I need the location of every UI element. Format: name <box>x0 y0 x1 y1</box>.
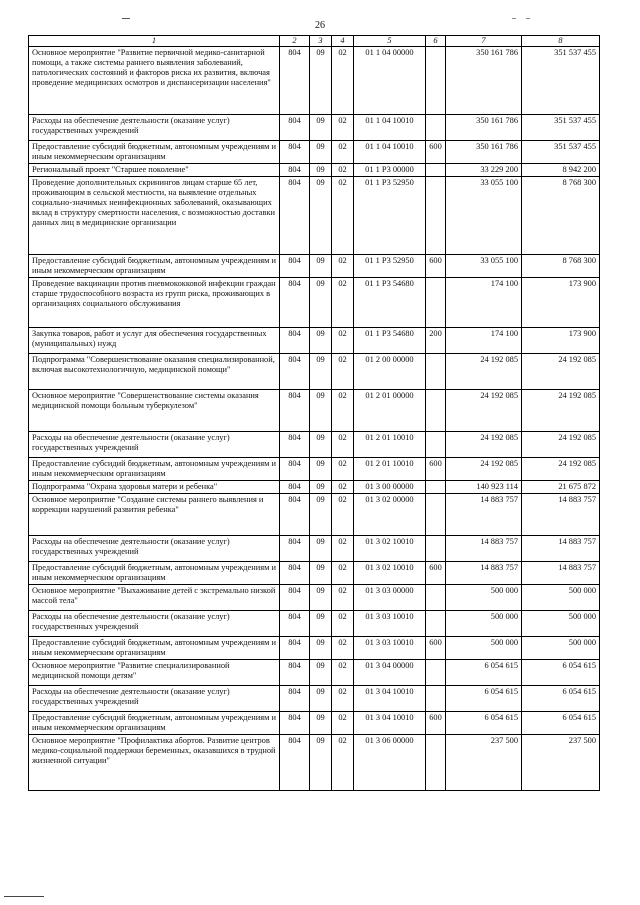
table-row <box>29 611 600 637</box>
scan-mark <box>122 18 130 19</box>
section-code: 09 <box>310 177 332 255</box>
expense-type-code <box>426 390 446 432</box>
subsection-code: 02 <box>332 47 354 115</box>
subsection-code: 02 <box>332 354 354 390</box>
amount-year-2: 6 054 615 <box>522 712 600 735</box>
target-article-code: 01 3 06 00000 <box>354 735 426 791</box>
section-code: 09 <box>310 712 332 735</box>
amount-year-1: 6 054 615 <box>446 660 522 686</box>
target-article-code: 01 1 P3 54680 <box>354 328 426 354</box>
row-name: Основное мероприятие "Профилактика абортов. Развитие центров медико-социальной поддержки беременных, оказавшихся в трудной жизненной ситуации" <box>29 735 280 791</box>
amount-year-1: 500 000 <box>446 611 522 637</box>
ministry-code: 804 <box>280 585 310 611</box>
subsection-code: 02 <box>332 177 354 255</box>
subsection-code: 02 <box>332 164 354 177</box>
amount-year-1: 174 100 <box>446 278 522 328</box>
row-name: Основное мероприятие "Развитие специализированной медицинской помощи детям" <box>29 660 280 686</box>
scan-mark <box>4 896 44 897</box>
amount-year-2: 173 900 <box>522 278 600 328</box>
amount-year-1: 33 229 200 <box>446 164 522 177</box>
section-code: 09 <box>310 328 332 354</box>
target-article-code: 01 3 03 00000 <box>354 585 426 611</box>
ministry-code: 804 <box>280 458 310 481</box>
row-name: Расходы на обеспечение деятельности (оказание услуг) государственных учреждений <box>29 686 280 712</box>
target-article-code: 01 1 04 10010 <box>354 141 426 164</box>
table-row <box>29 735 600 791</box>
ministry-code: 804 <box>280 562 310 585</box>
table-row <box>29 637 600 660</box>
amount-year-2: 8 768 300 <box>522 177 600 255</box>
budget-table <box>28 35 600 791</box>
column-number-row <box>29 36 600 47</box>
amount-year-2: 500 000 <box>522 611 600 637</box>
table-row <box>29 494 600 536</box>
table-row <box>29 115 600 141</box>
column-header: 6 <box>426 36 446 47</box>
amount-year-2: 24 192 085 <box>522 354 600 390</box>
ministry-code: 804 <box>280 712 310 735</box>
target-article-code: 01 2 01 10010 <box>354 458 426 481</box>
table-row <box>29 255 600 278</box>
ministry-code: 804 <box>280 255 310 278</box>
section-code: 09 <box>310 637 332 660</box>
expense-type-code <box>426 611 446 637</box>
row-name: Расходы на обеспечение деятельности (оказание услуг) государственных учреждений <box>29 611 280 637</box>
ministry-code: 804 <box>280 278 310 328</box>
section-code: 09 <box>310 585 332 611</box>
amount-year-1: 24 192 085 <box>446 432 522 458</box>
subsection-code: 02 <box>332 536 354 562</box>
subsection-code: 02 <box>332 278 354 328</box>
subsection-code: 02 <box>332 686 354 712</box>
amount-year-1: 14 883 757 <box>446 562 522 585</box>
table-row <box>29 585 600 611</box>
expense-type-code <box>426 481 446 494</box>
table-row <box>29 562 600 585</box>
expense-type-code <box>426 278 446 328</box>
target-article-code: 01 1 P3 52950 <box>354 177 426 255</box>
expense-type-code <box>426 660 446 686</box>
amount-year-1: 14 883 757 <box>446 536 522 562</box>
expense-type-code: 600 <box>426 458 446 481</box>
ministry-code: 804 <box>280 390 310 432</box>
subsection-code: 02 <box>332 637 354 660</box>
expense-type-code <box>426 354 446 390</box>
ministry-code: 804 <box>280 47 310 115</box>
ministry-code: 804 <box>280 141 310 164</box>
ministry-code: 804 <box>280 177 310 255</box>
subsection-code: 02 <box>332 255 354 278</box>
amount-year-1: 14 883 757 <box>446 494 522 536</box>
subsection-code: 02 <box>332 735 354 791</box>
expense-type-code <box>426 686 446 712</box>
amount-year-2: 237 500 <box>522 735 600 791</box>
row-name: Расходы на обеспечение деятельности (оказание услуг) государственных учреждений <box>29 536 280 562</box>
section-code: 09 <box>310 390 332 432</box>
section-code: 09 <box>310 611 332 637</box>
expense-type-code <box>426 494 446 536</box>
amount-year-2: 173 900 <box>522 328 600 354</box>
subsection-code: 02 <box>332 660 354 686</box>
expense-type-code <box>426 432 446 458</box>
row-name: Предоставление субсидий бюджетным, автономным учреждениям и иным некоммерческим организациям <box>29 562 280 585</box>
row-name: Закупка товаров, работ и услуг для обеспечения государственных (муниципальных) нужд <box>29 328 280 354</box>
ministry-code: 804 <box>280 494 310 536</box>
ministry-code: 804 <box>280 660 310 686</box>
amount-year-2: 6 054 615 <box>522 660 600 686</box>
table-row <box>29 712 600 735</box>
amount-year-2: 500 000 <box>522 637 600 660</box>
subsection-code: 02 <box>332 390 354 432</box>
row-name: Региональный проект "Старшее поколение" <box>29 164 280 177</box>
section-code: 09 <box>310 686 332 712</box>
table-row <box>29 164 600 177</box>
expense-type-code: 600 <box>426 141 446 164</box>
target-article-code: 01 3 04 10010 <box>354 686 426 712</box>
amount-year-1: 140 923 114 <box>446 481 522 494</box>
section-code: 09 <box>310 458 332 481</box>
row-name: Предоставление субсидий бюджетным, автономным учреждениям и иным некоммерческим организациям <box>29 255 280 278</box>
column-header: 1 <box>29 36 280 47</box>
row-name: Предоставление субсидий бюджетным, автономным учреждениям и иным некоммерческим организациям <box>29 712 280 735</box>
target-article-code: 01 3 04 10010 <box>354 712 426 735</box>
expense-type-code <box>426 585 446 611</box>
ministry-code: 804 <box>280 735 310 791</box>
section-code: 09 <box>310 164 332 177</box>
amount-year-2: 351 537 455 <box>522 47 600 115</box>
target-article-code: 01 3 02 00000 <box>354 494 426 536</box>
amount-year-1: 24 192 085 <box>446 354 522 390</box>
amount-year-2: 14 883 757 <box>522 494 600 536</box>
page-number: 26 <box>315 20 325 31</box>
amount-year-2: 351 537 455 <box>522 141 600 164</box>
amount-year-2: 24 192 085 <box>522 458 600 481</box>
ministry-code: 804 <box>280 354 310 390</box>
row-name: Предоставление субсидий бюджетным, автономным учреждениям и иным некоммерческим организациям <box>29 141 280 164</box>
column-header: 4 <box>332 36 354 47</box>
budget-table-body <box>29 47 600 791</box>
section-code: 09 <box>310 278 332 328</box>
row-name: Подпрограмма "Охрана здоровья матери и ребенка" <box>29 481 280 494</box>
section-code: 09 <box>310 115 332 141</box>
row-name: Основное мероприятие "Развитие первичной медико-санитарной помощи, а также системы раннего выявления заболеваний, патологических состояний и факторов риска их развития, включая проведение медицинских осмотров и диспансеризации населения" <box>29 47 280 115</box>
subsection-code: 02 <box>332 481 354 494</box>
amount-year-2: 8 942 200 <box>522 164 600 177</box>
scan-mark <box>526 18 530 19</box>
table-row <box>29 481 600 494</box>
amount-year-1: 6 054 615 <box>446 712 522 735</box>
target-article-code: 01 3 02 10010 <box>354 536 426 562</box>
amount-year-2: 14 883 757 <box>522 536 600 562</box>
amount-year-1: 350 161 786 <box>446 115 522 141</box>
amount-year-2: 24 192 085 <box>522 390 600 432</box>
expense-type-code: 600 <box>426 712 446 735</box>
expense-type-code <box>426 47 446 115</box>
column-header: 5 <box>354 36 426 47</box>
amount-year-1: 350 161 786 <box>446 141 522 164</box>
amount-year-2: 500 000 <box>522 585 600 611</box>
target-article-code: 01 1 P3 52950 <box>354 255 426 278</box>
table-row <box>29 432 600 458</box>
amount-year-1: 24 192 085 <box>446 390 522 432</box>
column-header: 8 <box>522 36 600 47</box>
subsection-code: 02 <box>332 458 354 481</box>
expense-type-code <box>426 735 446 791</box>
section-code: 09 <box>310 536 332 562</box>
ministry-code: 804 <box>280 637 310 660</box>
row-name: Основное мероприятие "Выхаживание детей с экстремально низкой массой тела" <box>29 585 280 611</box>
ministry-code: 804 <box>280 328 310 354</box>
ministry-code: 804 <box>280 432 310 458</box>
expense-type-code <box>426 536 446 562</box>
target-article-code: 01 3 03 10010 <box>354 611 426 637</box>
expense-type-code <box>426 177 446 255</box>
section-code: 09 <box>310 255 332 278</box>
section-code: 09 <box>310 562 332 585</box>
subsection-code: 02 <box>332 562 354 585</box>
row-name: Предоставление субсидий бюджетным, автономным учреждениям и иным некоммерческим организациям <box>29 637 280 660</box>
expense-type-code <box>426 115 446 141</box>
target-article-code: 01 3 00 00000 <box>354 481 426 494</box>
column-header: 3 <box>310 36 332 47</box>
amount-year-1: 33 055 100 <box>446 255 522 278</box>
target-article-code: 01 2 01 00000 <box>354 390 426 432</box>
target-article-code: 01 1 04 10010 <box>354 115 426 141</box>
section-code: 09 <box>310 481 332 494</box>
expense-type-code <box>426 164 446 177</box>
section-code: 09 <box>310 660 332 686</box>
table-row <box>29 177 600 255</box>
subsection-code: 02 <box>332 611 354 637</box>
column-header: 7 <box>446 36 522 47</box>
section-code: 09 <box>310 47 332 115</box>
subsection-code: 02 <box>332 115 354 141</box>
expense-type-code: 600 <box>426 637 446 660</box>
target-article-code: 01 1 P3 00000 <box>354 164 426 177</box>
amount-year-2: 351 537 455 <box>522 115 600 141</box>
row-name: Предоставление субсидий бюджетным, автономным учреждениям и иным некоммерческим организациям <box>29 458 280 481</box>
expense-type-code: 200 <box>426 328 446 354</box>
table-row <box>29 141 600 164</box>
table-row <box>29 328 600 354</box>
ministry-code: 804 <box>280 686 310 712</box>
row-name: Основное мероприятие "Совершенствование системы оказания медицинской помощи больным туберкулезом" <box>29 390 280 432</box>
amount-year-1: 33 055 100 <box>446 177 522 255</box>
section-code: 09 <box>310 494 332 536</box>
amount-year-2: 8 768 300 <box>522 255 600 278</box>
amount-year-2: 6 054 615 <box>522 686 600 712</box>
amount-year-1: 6 054 615 <box>446 686 522 712</box>
target-article-code: 01 1 P3 54680 <box>354 278 426 328</box>
amount-year-1: 174 100 <box>446 328 522 354</box>
expense-type-code: 600 <box>426 255 446 278</box>
table-row <box>29 536 600 562</box>
scan-mark <box>512 18 516 19</box>
subsection-code: 02 <box>332 141 354 164</box>
subsection-code: 02 <box>332 712 354 735</box>
amount-year-1: 500 000 <box>446 585 522 611</box>
section-code: 09 <box>310 432 332 458</box>
ministry-code: 804 <box>280 115 310 141</box>
section-code: 09 <box>310 354 332 390</box>
amount-year-2: 24 192 085 <box>522 432 600 458</box>
table-row <box>29 686 600 712</box>
column-header: 2 <box>280 36 310 47</box>
subsection-code: 02 <box>332 328 354 354</box>
ministry-code: 804 <box>280 611 310 637</box>
table-row <box>29 390 600 432</box>
row-name: Проведение дополнительных скринингов лицам старше 65 лет, проживающим в сельской местности, на выявление отдельных социально-значимых неинфекционных заболеваний, оказывающих вклад в структуру смертности населения, с возможностью доставки данных лиц в медицинские организации <box>29 177 280 255</box>
amount-year-2: 21 675 872 <box>522 481 600 494</box>
target-article-code: 01 3 02 10010 <box>354 562 426 585</box>
subsection-code: 02 <box>332 432 354 458</box>
target-article-code: 01 2 01 10010 <box>354 432 426 458</box>
amount-year-1: 237 500 <box>446 735 522 791</box>
target-article-code: 01 2 00 00000 <box>354 354 426 390</box>
row-name: Подпрограмма "Совершенствование оказания специализированной, включая высокотехнологичную, медицинской помощи" <box>29 354 280 390</box>
subsection-code: 02 <box>332 494 354 536</box>
table-row <box>29 47 600 115</box>
table-row <box>29 458 600 481</box>
amount-year-1: 500 000 <box>446 637 522 660</box>
section-code: 09 <box>310 141 332 164</box>
amount-year-2: 14 883 757 <box>522 562 600 585</box>
section-code: 09 <box>310 735 332 791</box>
expense-type-code: 600 <box>426 562 446 585</box>
row-name: Проведение вакцинации против пневмококковой инфекции граждан старше трудоспособного возраста из групп риска, проживающих в организациях социального обслуживания <box>29 278 280 328</box>
amount-year-1: 350 161 786 <box>446 47 522 115</box>
ministry-code: 804 <box>280 164 310 177</box>
ministry-code: 804 <box>280 481 310 494</box>
subsection-code: 02 <box>332 585 354 611</box>
ministry-code: 804 <box>280 536 310 562</box>
target-article-code: 01 3 03 10010 <box>354 637 426 660</box>
target-article-code: 01 1 04 00000 <box>354 47 426 115</box>
table-row <box>29 278 600 328</box>
row-name: Основное мероприятие "Создание системы раннего выявления и коррекции нарушений развития ребенка" <box>29 494 280 536</box>
amount-year-1: 24 192 085 <box>446 458 522 481</box>
row-name: Расходы на обеспечение деятельности (оказание услуг) государственных учреждений <box>29 432 280 458</box>
row-name: Расходы на обеспечение деятельности (оказание услуг) государственных учреждений <box>29 115 280 141</box>
target-article-code: 01 3 04 00000 <box>354 660 426 686</box>
table-row <box>29 354 600 390</box>
table-row <box>29 660 600 686</box>
